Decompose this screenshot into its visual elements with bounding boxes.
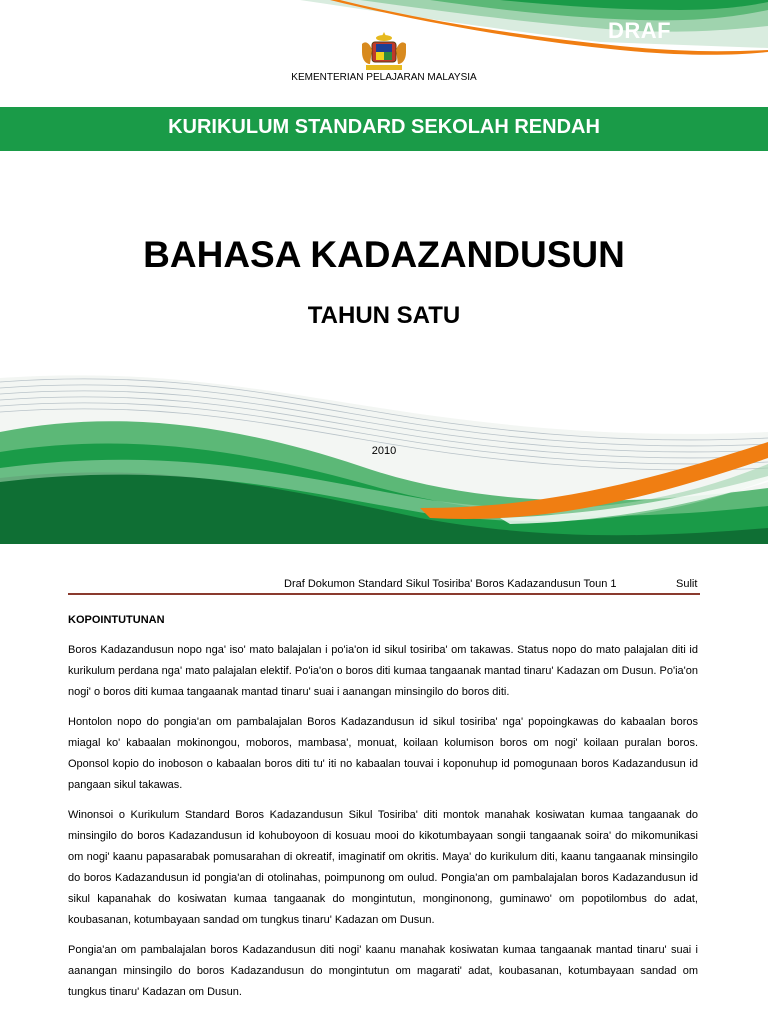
ministry-name: KEMENTERIAN PELAJARAN MALAYSIA [291,72,477,83]
publication-year: 2010 [371,445,397,457]
document-subtitle: TAHUN SATU [307,302,461,329]
section-heading: KOPOINTUTUNAN [68,614,165,626]
body-text [68,640,698,1012]
classification-label: Sulit [676,578,698,590]
header-rule [68,593,700,595]
band-title: KURIKULUM STANDARD SEKOLAH RENDAH [168,116,600,138]
malaysia-crest-icon [356,30,412,74]
paragraph: Hontolon nopo do pongia'an om pambalajalan Boros Kadazandusun id sikul tosiriba' nga' popoingkawas do kabaalan boros miagal ko' kabaalan mokinongou, moboros, mambasa', monuat, koilaan kolumison boros om nogi' koilaan puralan boros. Oponsol kopio do inoboson o kabaalan boros diti tu' iti no kabaalan touvai i koponuhup id pomogunaan boros Kadazandusun id pangaan sikul takawas. [68,716,698,791]
draft-badge: DRAF [608,18,672,43]
running-header: Draf Dokumon Standard Sikul Tosiriba' Boros Kadazandusun Toun 1 [284,578,617,590]
paragraph: Winonsoi o Kurikulum Standard Boros Kadazandusun Sikul Tosiriba' diti montok manahak kosiwatan kumaa tangaanak do minsingilo do boros Kadazandusun id kohuboyoon di kosuau mooi do kikotumbayaan songii tangaanak soira' do mikomunikasi om nogi' kaanu papasarabak pomusarahan di okreatif, imaginatif om okritis. Maya' do kurikulum diti, kaanu tangaanak minsingilo do boros Kadazandusun id pongia'an di otolinahas, poimpunong om oulud. Pongia'an om pambalajalan boros Kadazandusun id sikul kapanahak do kosiwatan kumaa tangaanak do mongintutun, monginonong, guminawo' om popotilombus do adat, koubasanan, kotumbayaan sandad om tungkus tinaru' Kadazan om Dusun. [68,809,698,926]
paragraph: Boros Kadazandusun nopo nga' iso' mato balajalan i po'ia'on id sikul tosiriba' om takawas. Status nopo do mato palajalan diti id kurikulum perdana nga' mato palajalan elektif. Po'ia'on o boros diti kumaa tangaanak mantad tinaru' Kadazan om Dusun. Po'ia'on nogi' o boros diti kumaa tangaanak mantad tinaru' suai i aanangan minsingilo do boros diti. [68,644,698,698]
paragraph: Pongia'an om pambalajalan boros Kadazandusun diti nogi' kaanu manahak kosiwatan kumaa tangaanak mantad tinaru' suai i aanangan minsingilo do boros Kadazandusun do mongintutun om magarati' adat, koubasanan, kotumbayaan sandad om tungkus tinaru' Kadazan om Dusun. [68,944,698,998]
document-title: BAHASA KADAZANDUSUN [143,234,625,275]
